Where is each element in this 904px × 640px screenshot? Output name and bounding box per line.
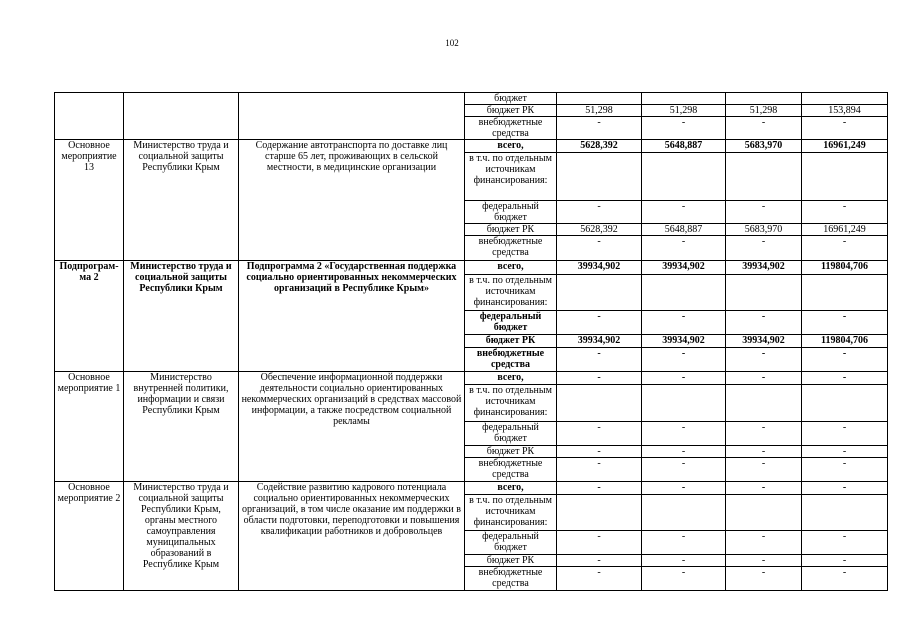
source-label: внебюджетные средства [465,117,557,140]
value-total: - [802,311,888,335]
value-total: 16961,249 [802,224,888,236]
value-total: - [802,458,888,482]
source-label: в т.ч. по отдельным источникам финансирования: [465,495,557,531]
value-2017 [726,385,802,422]
source-label: всего, [465,261,557,275]
value-2016: - [642,567,726,591]
value-2015 [557,93,642,105]
value-total: - [802,482,888,495]
value-2015: - [557,458,642,482]
value-total: 153,894 [802,105,888,117]
table-row [55,93,888,105]
source-label: федеральный бюджет [465,531,557,555]
cell-col1 [55,93,124,140]
value-2017: - [726,422,802,446]
source-label: бюджет РК [465,224,557,236]
source-label: внебюджетные средства [465,458,557,482]
value-2016: - [642,458,726,482]
source-label: в т.ч. по отдельным источникам финансирования: [465,275,557,311]
value-total: - [802,372,888,385]
value-2017: - [726,348,802,372]
value-2016: 51,298 [642,105,726,117]
value-2017: - [726,458,802,482]
value-2017: - [726,311,802,335]
value-2016: - [642,236,726,261]
value-2016: 5648,887 [642,224,726,236]
cell-col3 [239,93,465,140]
measure-name: Основное мероприятие 2 [55,482,124,591]
value-2017 [726,93,802,105]
source-label: внебюджетные средства [465,236,557,261]
table-row [55,482,888,495]
value-2016: - [642,422,726,446]
value-2015: - [557,236,642,261]
value-2015: - [557,482,642,495]
measure-description: Подпрограмма 2 «Государственная поддержка социально ориентированных некоммерческих организаций в Республике Крым» [239,261,465,372]
value-2015: 51,298 [557,105,642,117]
value-2016: 5648,887 [642,140,726,153]
value-2016 [642,93,726,105]
responsible-executor: Министерство труда и социальной защиты Республики Крым [124,140,239,261]
value-2017 [726,495,802,531]
measure-name: Основное мероприятие 1 [55,372,124,482]
value-2016: - [642,555,726,567]
value-2017: 51,298 [726,105,802,117]
value-2017 [726,275,802,311]
value-2015: 39934,902 [557,335,642,348]
value-2016: - [642,372,726,385]
value-total: - [802,348,888,372]
value-2015: - [557,555,642,567]
value-2017: - [726,531,802,555]
value-total: 119804,706 [802,335,888,348]
table-row [55,140,888,153]
value-2017: 39934,902 [726,261,802,275]
value-2015: - [557,117,642,140]
value-2015 [557,275,642,311]
responsible-executor: Министерство труда и социальной защиты Республики Крым [124,261,239,372]
value-2017: 5683,970 [726,140,802,153]
cell-col2 [124,93,239,140]
value-2016: - [642,482,726,495]
responsible-executor: Министерство труда и социальной защиты Республики Крым, органы местного самоуправления муниципальных образований в Республике Крым [124,482,239,591]
value-total [802,93,888,105]
value-total [802,153,888,201]
value-2016: - [642,311,726,335]
value-2017: 5683,970 [726,224,802,236]
value-2015: - [557,531,642,555]
source-label: бюджет РК [465,446,557,458]
source-label: внебюджетные средства [465,567,557,591]
value-total: - [802,117,888,140]
measure-name: Основное мероприятие 13 [55,140,124,261]
value-2017: - [726,446,802,458]
value-total [802,495,888,531]
value-2015: 5628,392 [557,224,642,236]
value-2015 [557,495,642,531]
value-2015 [557,153,642,201]
value-2017 [726,153,802,201]
value-2016: 39934,902 [642,335,726,348]
value-total: - [802,236,888,261]
value-2016 [642,153,726,201]
value-2016 [642,275,726,311]
source-label: всего, [465,482,557,495]
budget-table [54,92,888,591]
value-2016: - [642,201,726,224]
value-2017: - [726,372,802,385]
value-2015 [557,385,642,422]
value-total: - [802,531,888,555]
value-2016: - [642,348,726,372]
source-label: бюджет [465,93,557,105]
value-total [802,385,888,422]
source-label: в т.ч. по отдельным источникам финансирования: [465,153,557,201]
value-2016: - [642,446,726,458]
source-label: федеральный бюджет [465,311,557,335]
value-2015: 5628,392 [557,140,642,153]
value-2016: - [642,531,726,555]
value-2017: - [726,236,802,261]
responsible-executor: Министерство внутренней политики, информации и связи Республики Крым [124,372,239,482]
source-label: всего, [465,140,557,153]
value-2015: - [557,311,642,335]
table-row [55,261,888,275]
value-2016 [642,495,726,531]
value-2017: - [726,555,802,567]
value-2017: - [726,201,802,224]
value-total: - [802,201,888,224]
measure-description: Обеспечение информационной поддержки деятельности социально ориентированных некоммерческих организаций в средствах массовой информации, а также посредством социальной рекламы [239,372,465,482]
value-2015: - [557,567,642,591]
value-total: - [802,555,888,567]
source-label: федеральный бюджет [465,422,557,446]
value-2015: 39934,902 [557,261,642,275]
value-2017: - [726,482,802,495]
value-2015: - [557,422,642,446]
source-label: федеральный бюджет [465,201,557,224]
value-2017: 39934,902 [726,335,802,348]
value-total: 16961,249 [802,140,888,153]
value-2017: - [726,567,802,591]
value-total: - [802,567,888,591]
source-label: всего, [465,372,557,385]
measure-name: Подпрограм-ма 2 [55,261,124,372]
page-number: 102 [445,38,459,48]
value-2016: - [642,117,726,140]
value-2015: - [557,348,642,372]
source-label: бюджет РК [465,555,557,567]
value-2017: - [726,117,802,140]
source-label: в т.ч. по отдельным источникам финансирования: [465,385,557,422]
value-total: 119804,706 [802,261,888,275]
value-total [802,275,888,311]
measure-description: Содействие развитию кадрового потенциала социально ориентированных некоммерческих организаций, в том числе оказание им поддержки в области подготовки, переподготовки и повышения квалификации работников и добровольцев [239,482,465,591]
value-2015: - [557,446,642,458]
value-total: - [802,446,888,458]
source-label: бюджет РК [465,105,557,117]
source-label: бюджет РК [465,335,557,348]
value-2016 [642,385,726,422]
value-2015: - [557,372,642,385]
value-2016: 39934,902 [642,261,726,275]
source-label: внебюджетные средства [465,348,557,372]
table-row [55,372,888,385]
measure-description: Содержание автотранспорта по доставке лиц старше 65 лет, проживающих в сельской местности, в медицинские организации [239,140,465,261]
value-total: - [802,422,888,446]
value-2015: - [557,201,642,224]
